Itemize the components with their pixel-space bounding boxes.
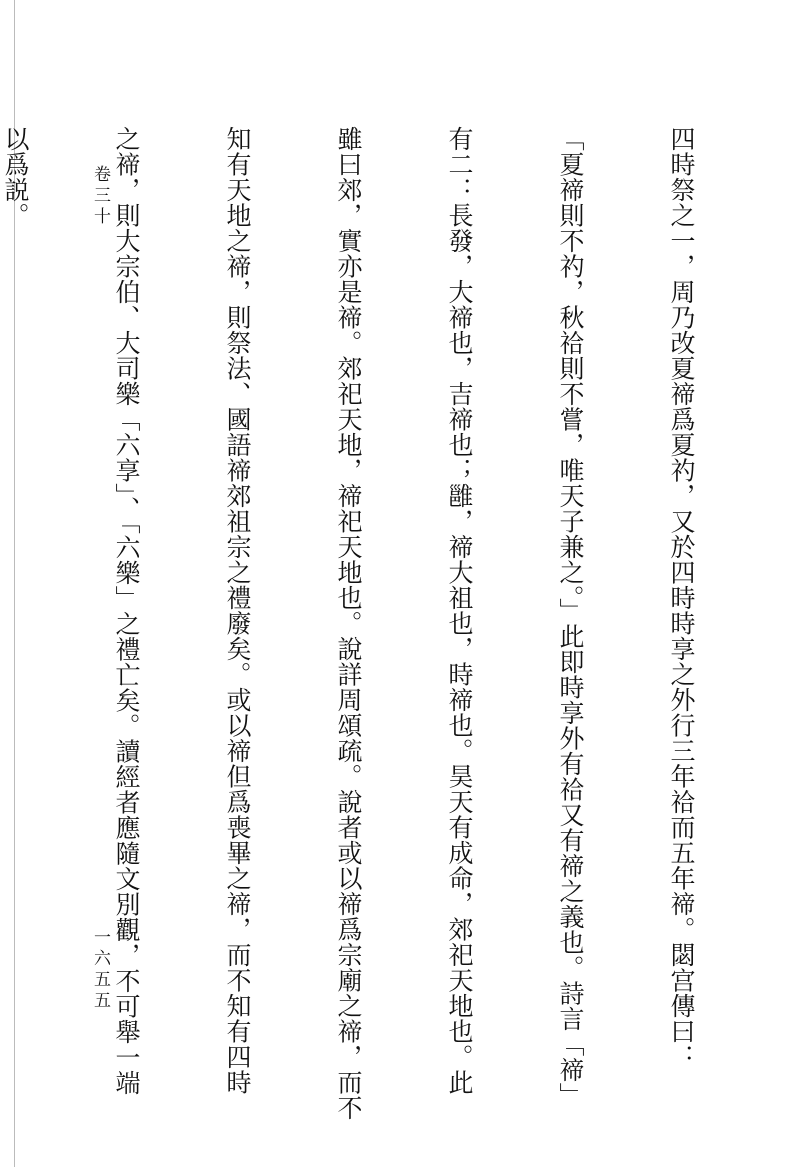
text-column: 四時祭之一，周乃改夏禘爲夏礿，又於四時時享之外行三年祫而五年禘。閟宫傳曰： xyxy=(667,126,696,1070)
text-column: 以爲説。 xyxy=(1,126,30,228)
text-column: 有二：長發，大禘也，吉禘也；雝，禘大祖也，時禘也。昊天有成命，郊祀天地也。此 xyxy=(445,126,474,1095)
text-column: 「夏禘則不礿，秋祫則不嘗，唯天子兼之。」此即時享外有祫又有禘之義也。詩言「禘」 xyxy=(556,126,585,1108)
text-column: 知有天地之禘，則祭法、國語禘郊祖宗之禮廢矣。或以禘但爲喪畢之禘，而不知有四時 xyxy=(223,126,252,1095)
text-column: 雖曰郊，實亦是禘。郊祀天地，禘祀天地也。說詳周頌疏。說者或以禘爲宗廟之禘，而不 xyxy=(334,126,363,1121)
text-column: 之禘，則大宗伯、大司樂「六享」、「六樂」之禮亡矣。讀經者應隨文別觀，不可舉一端 xyxy=(112,126,141,1096)
page-number: 一六五五 xyxy=(90,928,110,1012)
volume-label: 卷三十 xyxy=(90,165,110,228)
